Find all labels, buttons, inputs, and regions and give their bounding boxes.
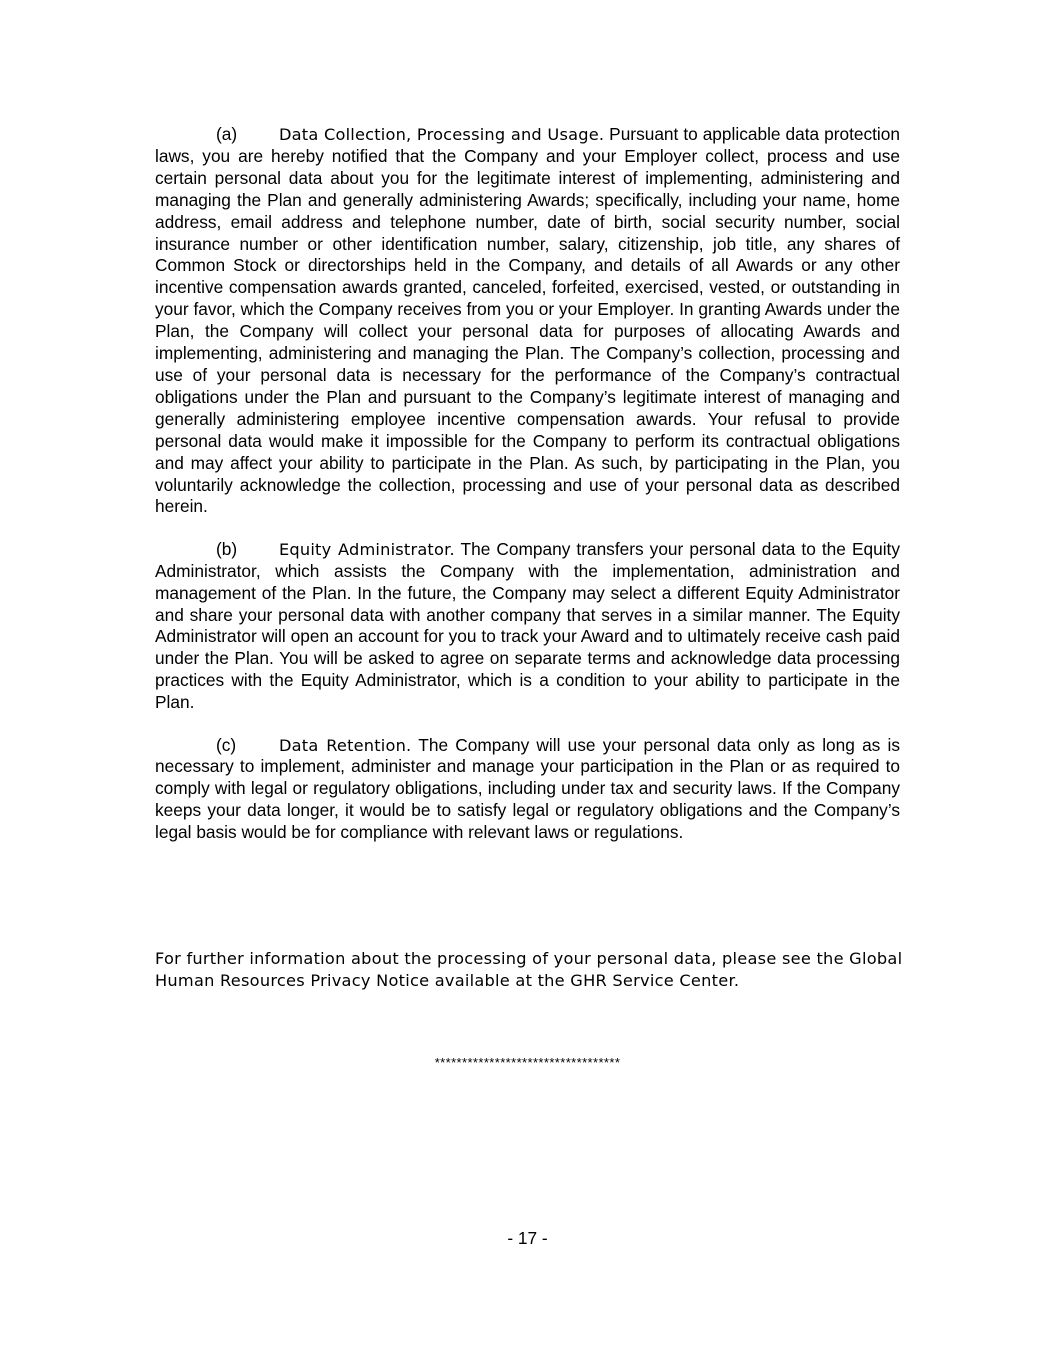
section-c-marker: (c) — [216, 734, 237, 755]
section-c-paragraph — [155, 735, 900, 845]
document-body — [155, 124, 900, 865]
section-c-body: The Company will use your personal data only as long as is necessary to implement, administer and manage your participation in the Plan or as required to comply with legal or regulatory obligations, including under tax and security laws. If the Company keeps your data longer, it would be to satisfy legal or regulatory obligations and the Company’s legal basis would be for compliance with relevant laws or regulations. — [155, 734, 900, 843]
section-a-marker: (a) — [216, 124, 238, 144]
further-information-note: For further information about the processing of your personal data, please see the Global Human Resources Privacy Notice available at the GHR Service Center. — [155, 949, 903, 990]
section-a-heading: Data Collection, Processing and Usage. — [279, 125, 605, 144]
section-separator: ********************************** — [434, 1055, 621, 1070]
section-c-heading: Data Retention. — [279, 735, 412, 755]
section-a-paragraph — [155, 124, 900, 518]
page-number: - 17 - — [507, 1228, 548, 1248]
section-b-heading: Equity Administrator. — [279, 539, 455, 559]
section-b-body: The Company transfers your personal data to the Equity Administrator, which assists the Company with the implementation, administration and management of the Plan. In the future, the Company may select a different Equity Administrator and share your personal data with another company that serves in a similar manner. The Equity Administrator will open an account for you to track your Award and to ultimately receive cash paid under the Plan. You will be asked to agree on separate terms and acknowledge data processing practices with the Equity Administrator, which is a condition to your ability to participate in the Plan. — [155, 538, 900, 713]
section-a-body: Pursuant to applicable data protection laws, you are hereby notified that the Company and your Employer collect, process and use certain personal data about you for the legitimate interest of implementing, administering and managing the Plan and generally administering Awards; specifically, including your name, home address, email address and telephone number, date of birth, social security number, social insurance number or other identification number, salary, citizenship, job title, any shares of Common Stock or directorships held in the Company, and details of all Awards or any other incentive compensation awards granted, canceled, forfeited, exercised, vested, or outstanding in your favor, which the Company receives from you or your Employer. In granting Awards under the Plan, the Company will collect your personal data for purposes of allocating Awards and implementing, administering and managing the Plan. The Company’s collection, processing and use of your personal data is necessary for the performance of the Company’s contractual obligations under the Plan and pursuant to the Company’s legitimate interest of managing and generally administering employee incentive compensation awards. Your refusal to provide personal data would make it impossible for the Company to perform its contractual obligations and may affect your ability to participate in the Plan. As such, by participating in the Plan, you voluntarily acknowledge the collection, processing and use of your personal data as described herein. — [155, 124, 900, 517]
section-b-paragraph — [155, 539, 900, 714]
section-b-marker: (b) — [216, 538, 238, 559]
